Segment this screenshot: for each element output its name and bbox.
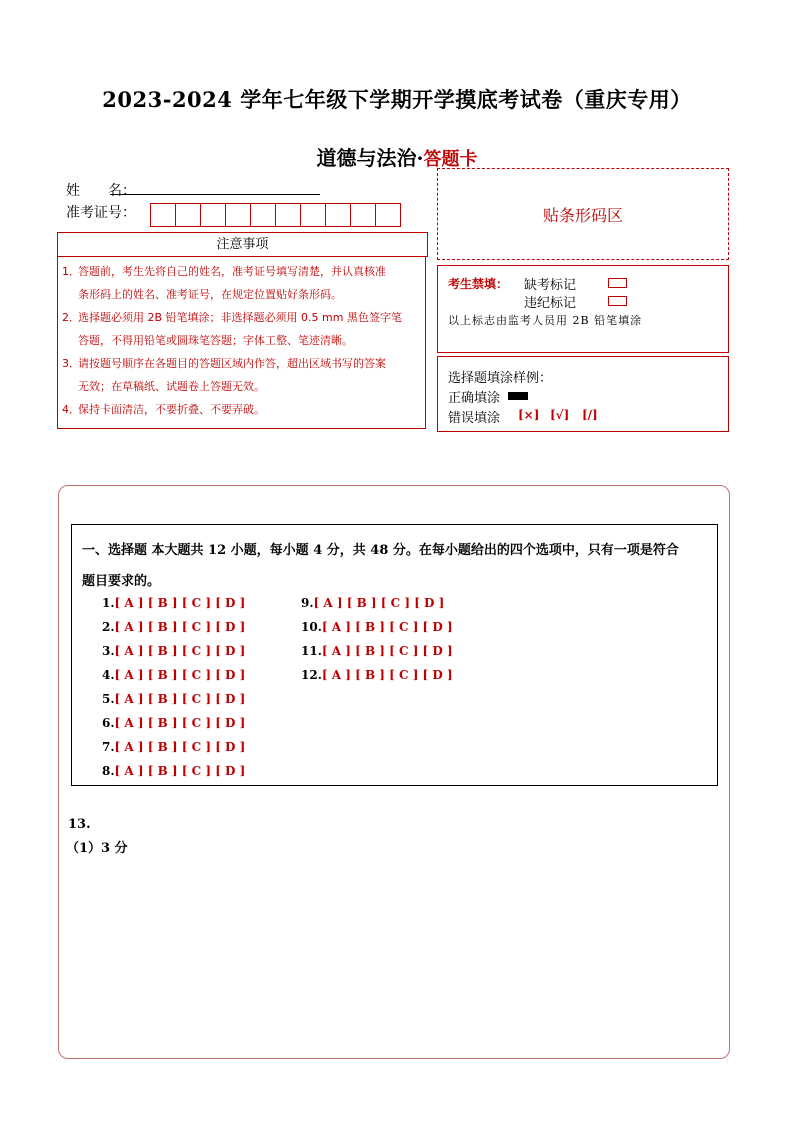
choice-question[interactable]: 12.[ A ] [ B ] [ C ] [ D ]: [301, 668, 453, 682]
exam-id-box[interactable]: [250, 203, 276, 227]
choice-question[interactable]: 10.[ A ] [ B ] [ C ] [ D ]: [301, 620, 453, 634]
forbid-label: 考生禁填：: [448, 277, 509, 291]
choice-question[interactable]: 5.[ A ] [ B ] [ C ] [ D ]: [102, 692, 246, 706]
question-13-sub1: （1）3 分: [66, 841, 128, 856]
exam-id-box[interactable]: [350, 203, 376, 227]
notice-body: [57, 256, 426, 429]
exam-id-box[interactable]: [375, 203, 401, 227]
notice-item: 4．保持卡面清洁，不要折叠、不要弄破。: [62, 403, 265, 416]
missing-mark-label: 缺考标记: [524, 278, 577, 293]
correct-fill-label: 正确填涂: [448, 391, 501, 406]
violation-mark-box[interactable]: [608, 296, 627, 306]
exam-id-box[interactable]: [200, 203, 226, 227]
correct-fill-mark: [508, 392, 528, 400]
exam-id-box[interactable]: [150, 203, 176, 227]
notice-header: 注意事项: [57, 232, 428, 257]
notice-item: 1．答题前，考生先将自己的姓名，准考证号填写清楚，并认真核准 条形码上的姓名、准考证号，在规定位置贴好条形码。: [62, 265, 386, 301]
wrong-mark-check: [√]: [550, 408, 570, 422]
choice-question[interactable]: 3.[ A ] [ B ] [ C ] [ D ]: [102, 644, 246, 658]
notice-item: 2．选择题必须用 2B 铅笔填涂；非选择题必须用 0.5 mm 黑色签字笔 答题，不得用铅笔或圆珠笔答题；字体工整、笔迹清晰。: [62, 311, 402, 347]
exam-id-label: 准考证号：: [66, 205, 136, 221]
exam-id-box[interactable]: [325, 203, 351, 227]
exam-id-boxes[interactable]: [150, 203, 400, 227]
choice-question[interactable]: 11.[ A ] [ B ] [ C ] [ D ]: [301, 644, 453, 658]
choice-question[interactable]: 6.[ A ] [ B ] [ C ] [ D ]: [102, 716, 246, 730]
sample-title: 选择题填涂样例：: [448, 371, 553, 386]
answer-card-label: 答题卡: [423, 149, 478, 170]
answer-card-subtitle: [0, 142, 794, 171]
barcode-area: [437, 168, 729, 260]
choice-question[interactable]: 1.[ A ] [ B ] [ C ] [ D ]: [102, 596, 246, 610]
choice-question[interactable]: 4.[ A ] [ B ] [ C ] [ D ]: [102, 668, 246, 682]
exam-id-box[interactable]: [225, 203, 251, 227]
exam-id-box[interactable]: [275, 203, 301, 227]
wrong-mark-cross: [×]: [518, 408, 540, 422]
exam-title: 2023-2024 学年七年级下学期开学摸底考试卷（重庆专用）: [102, 87, 692, 112]
choice-question[interactable]: 9.[ A ] [ B ] [ C ] [ D ]: [301, 596, 445, 610]
notice-item: 3．请按题号顺序在各题目的答题区域内作答，超出区域书写的答案 无效；在草稿纸、试题卷上答题无效。: [62, 357, 386, 393]
barcode-label: 贴条形码区: [542, 205, 623, 225]
wrong-mark-slash: [/]: [582, 408, 598, 422]
choice-question[interactable]: 8.[ A ] [ B ] [ C ] [ D ]: [102, 764, 246, 778]
question-13-answer-area[interactable]: [70, 860, 720, 1050]
exam-id-box[interactable]: [300, 203, 326, 227]
examinee-forbidden-box: [437, 265, 729, 353]
subject-name: 道德与法治·: [316, 146, 424, 170]
forbid-note: 以上标志由监考人员用 2B 铅笔填涂: [448, 314, 643, 327]
fill-sample-box: [437, 356, 729, 432]
wrong-fill-label: 错误填涂: [448, 411, 501, 426]
name-label: 姓 名：: [66, 183, 136, 199]
choice-section-header: 一、选择题 本大题共 12 小题，每小题 4 分，共 48 分。在每小题给出的四个选项中，只有一项是符合 题目要求的。: [82, 543, 679, 589]
violation-mark-label: 违纪标记: [524, 296, 577, 311]
exam-id-box[interactable]: [175, 203, 201, 227]
choice-question[interactable]: 2.[ A ] [ B ] [ C ] [ D ]: [102, 620, 246, 634]
choice-question[interactable]: 7.[ A ] [ B ] [ C ] [ D ]: [102, 740, 246, 754]
question-13-label: 13.: [68, 817, 91, 832]
missing-mark-box[interactable]: [608, 278, 627, 288]
name-field[interactable]: [110, 193, 320, 195]
